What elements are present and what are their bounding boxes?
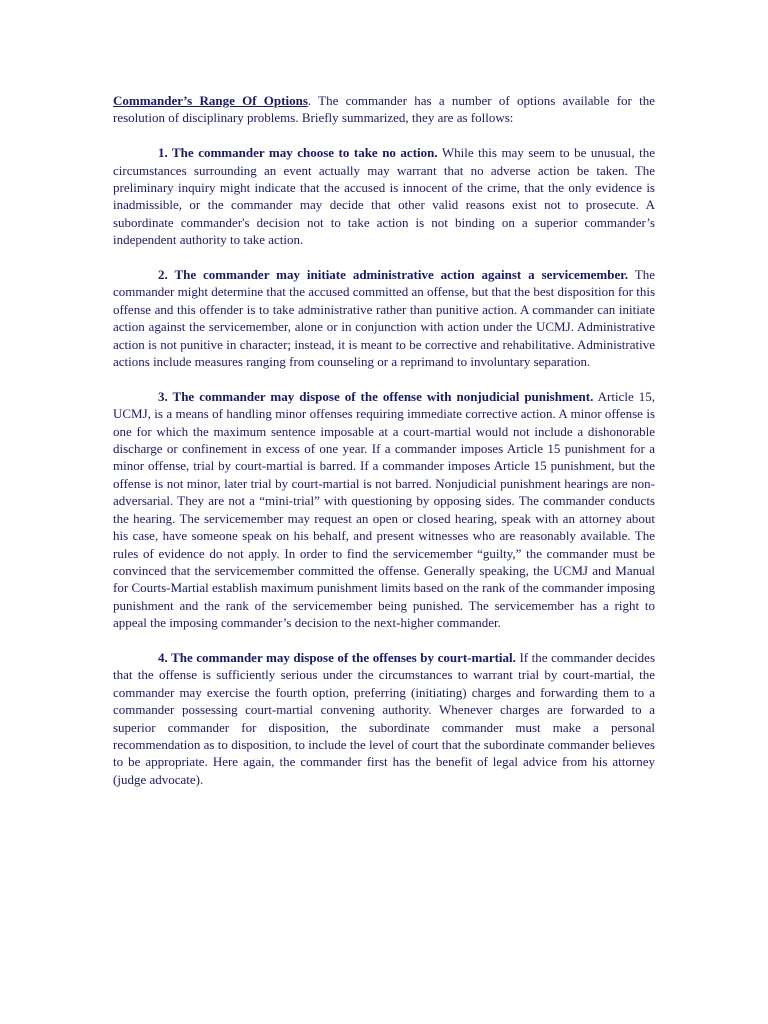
option-paragraph-4 [113, 649, 655, 788]
intro-text: The commander has a number of options available for the resolution of disciplinary problems. Briefly summarized, they are as follows: [113, 93, 656, 126]
option-text-3: Article 15, UCMJ, is a means of handling minor offenses requiring immediate corrective action. A minor offense is one for which the maximum sentence imposable at a court-martial would not include a dishonorable discharge or confinement in excess of one year. If a commander imposes Article 15 punishment for a minor offense, trial by court-martial is barred. If a commander imposes Article 15 punishment, but the offense is not minor, later trial by court-martial is not barred. Nonjudicial punishment hearings are non-adversarial. They are not a “mini-trial” with questioning by opposing sides. The commander conducts the hearing. The servicemember may request an open or closed hearing, speak with an attorney about his case, have someone speak on his behalf, and present witnesses who are reasonably available. The rules of evidence do not apply. In order to find the servicemember “guilty,” the commander must be convinced that the servicemember committed the offense. Generally speaking, the UCMJ and Manual for Courts-Martial establish maximum punishment limits based on the rank of the commander imposing punishment and the rank of the servicemember being punished. The servicemember has a right to appeal the imposing commander’s decision to the next-higher commander. [113, 388, 655, 631]
option-paragraph-3 [113, 388, 655, 632]
option-lead-1: 1. The commander may choose to take no action. [158, 145, 438, 161]
option-text-4: If the commander decides that the offense is sufficiently serious under the circumstances to warrant trial by court-martial, the commander may exercise the fourth option, preferring (initiating) charges and forwarding them to a commander possessing court-martial convening authority. Whenever charges are forwarded to a superior commander for disposition, the subordinate commander must make a personal recommendation as to disposition, to include the level of court that the subordinate commander believes to be appropriate. Here again, the commander first has the benefit of legal advice from his attorney (judge advocate). [113, 649, 655, 787]
option-lead-3: 3. The commander may dispose of the offense with nonjudicial punishment. [158, 388, 594, 404]
option-paragraph-2 [113, 266, 655, 370]
option-text-1: While this may seem to be unusual, the circumstances surrounding an event actually may warrant that no adverse action be taken. The preliminary inquiry might indicate that the accused is innocent of the crime, that the only evidence is inadmissible, or the commander may decide that other valid reasons exist not to prosecute. A subordinate commander's decision not to take action is not binding on a superior commander’s independent authority to take action. [113, 145, 655, 248]
option-lead-2: 2. The commander may initiate administrative action against a servicemember. [158, 267, 629, 283]
option-lead-4: 4. The commander may dispose of the offenses by court-martial. [158, 649, 516, 665]
option-text-2: The commander might determine that the accused committed an offense, but that the best disposition for this offense and this offender is to take administrative rather than punitive action. A commander can initiate action against the servicemember, alone or in conjunction with action under the UCMJ. Administrative action is not punitive in character; instead, it is meant to be corrective and rehabilitative. Administrative actions include measures ranging from counseling or a reprimand to involuntary separation. [113, 267, 656, 370]
section-heading-punct: . [307, 93, 312, 108]
intro-paragraph [113, 92, 655, 127]
option-paragraph-1 [113, 144, 655, 248]
section-heading: Commander’s Range Of Options [113, 93, 308, 108]
document-page [113, 92, 655, 806]
